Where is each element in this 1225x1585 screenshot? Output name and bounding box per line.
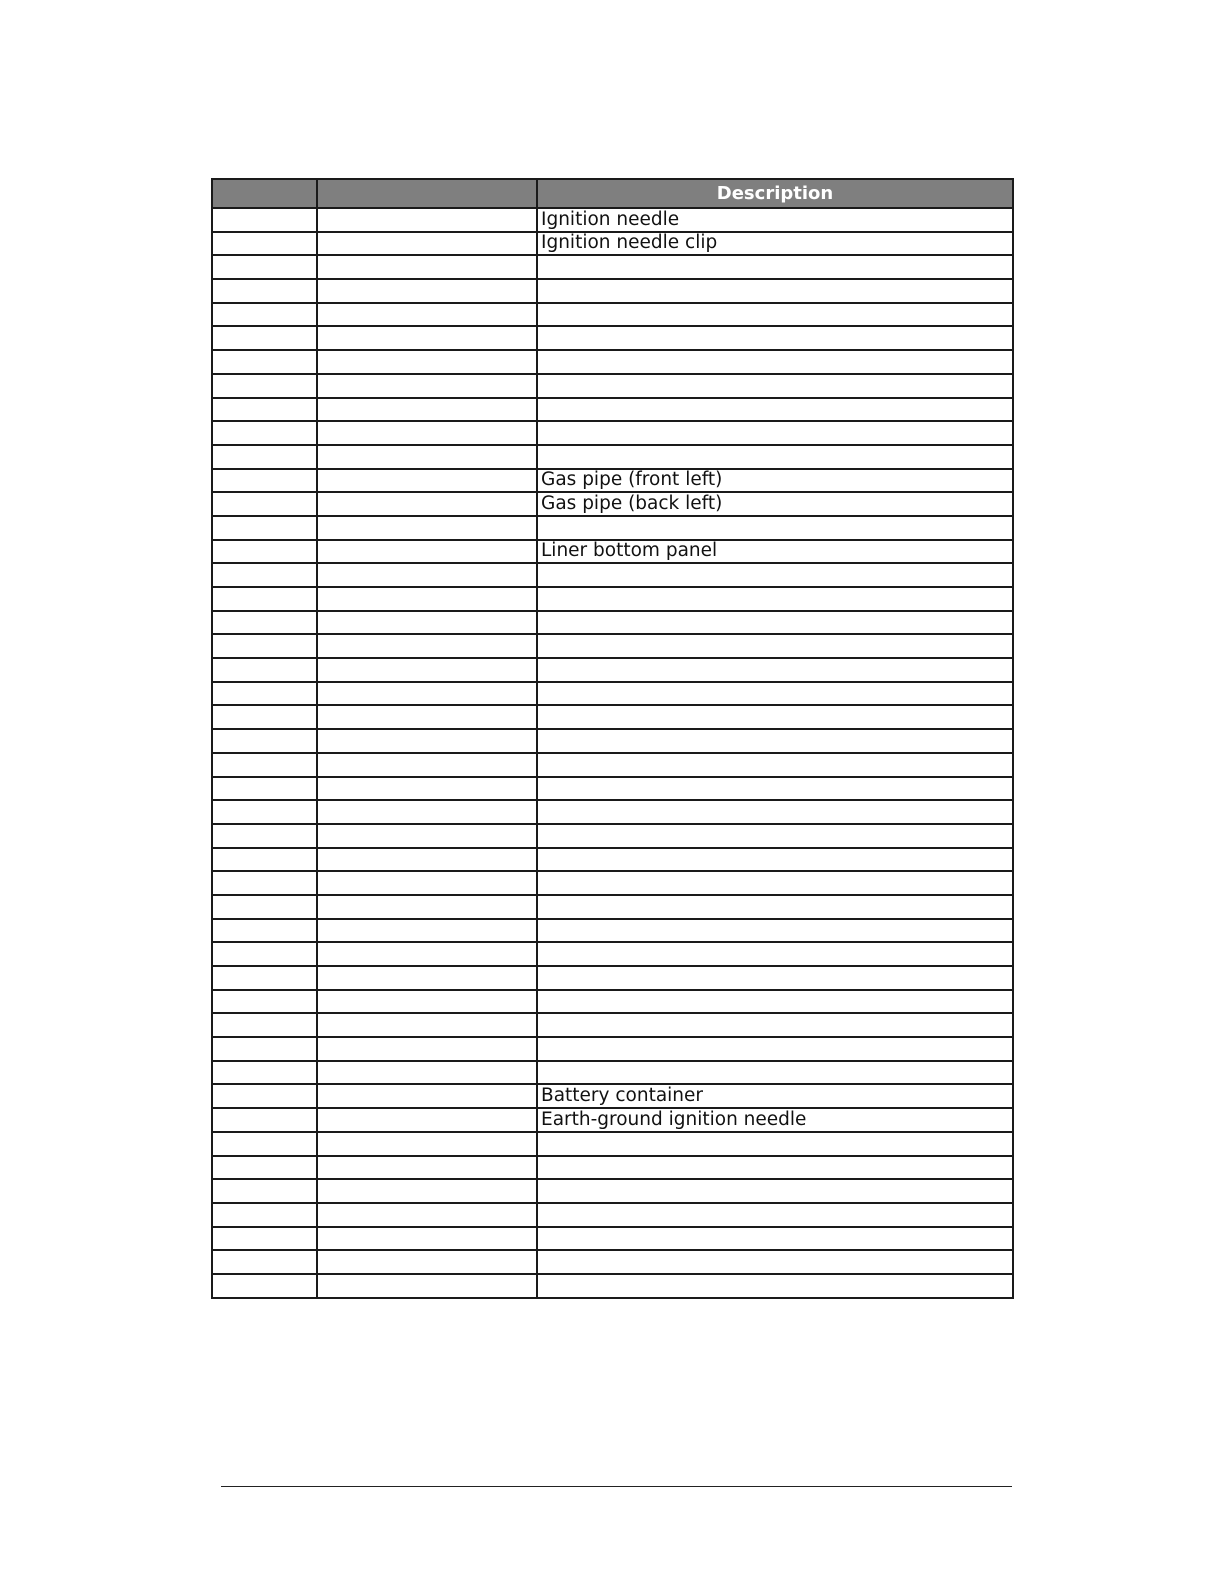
table-cell (212, 208, 317, 232)
table-cell (212, 1156, 317, 1180)
description-cell (537, 919, 1013, 943)
table-row (212, 1061, 1013, 1085)
table-cell (317, 1061, 537, 1085)
table-cell (212, 1013, 317, 1037)
table-cell (317, 966, 537, 990)
table-row (212, 208, 1013, 232)
table-row (212, 824, 1013, 848)
table-row (212, 1250, 1013, 1274)
table-row (212, 469, 1013, 493)
table-row (212, 800, 1013, 824)
description-cell (537, 800, 1013, 824)
description-cell (537, 611, 1013, 635)
description-cell (537, 587, 1013, 611)
table-cell (317, 1132, 537, 1156)
table-cell (212, 350, 317, 374)
table-cell (212, 421, 317, 445)
table-row (212, 587, 1013, 611)
description-cell (537, 990, 1013, 1014)
table-row (212, 1013, 1013, 1037)
description-cell (537, 1250, 1013, 1274)
description-cell (537, 421, 1013, 445)
parts-table (211, 178, 1014, 1299)
table-cell (317, 350, 537, 374)
table-cell (212, 990, 317, 1014)
table-cell (317, 1250, 537, 1274)
table-cell (212, 1203, 317, 1227)
table-row (212, 895, 1013, 919)
table-cell (317, 634, 537, 658)
description-cell (537, 1037, 1013, 1061)
description-cell (537, 682, 1013, 706)
description-cell (537, 634, 1013, 658)
description-cell: Ignition needle clip (537, 232, 1013, 256)
description-cell: Gas pipe (front left) (537, 469, 1013, 493)
table-row (212, 398, 1013, 422)
table-row (212, 255, 1013, 279)
table-cell (317, 919, 537, 943)
table-cell (212, 682, 317, 706)
table-cell (212, 445, 317, 469)
table-cell (212, 1084, 317, 1108)
description-cell (537, 1013, 1013, 1037)
table-cell (212, 255, 317, 279)
description-cell (537, 1203, 1013, 1227)
table-cell (317, 1274, 537, 1298)
table-cell (212, 634, 317, 658)
table-body (212, 208, 1013, 1298)
table-row (212, 1274, 1013, 1298)
table-cell (212, 563, 317, 587)
table-cell (212, 232, 317, 256)
description-cell: Battery container (537, 1084, 1013, 1108)
description-cell (537, 1156, 1013, 1180)
table-cell (212, 800, 317, 824)
description-cell: Liner bottom panel (537, 540, 1013, 564)
table-cell (317, 1203, 537, 1227)
column-header (212, 179, 317, 208)
description-cell (537, 753, 1013, 777)
table-row (212, 516, 1013, 540)
table-row (212, 1108, 1013, 1132)
description-cell (537, 1061, 1013, 1085)
table-cell (212, 848, 317, 872)
table-cell (317, 469, 537, 493)
description-cell: Gas pipe (back left) (537, 492, 1013, 516)
table-cell (212, 398, 317, 422)
table-cell (212, 1274, 317, 1298)
table-cell (212, 516, 317, 540)
table-cell (212, 374, 317, 398)
description-cell (537, 1227, 1013, 1251)
table-cell (317, 848, 537, 872)
description-cell (537, 824, 1013, 848)
description-cell (537, 563, 1013, 587)
table-cell (212, 492, 317, 516)
table-row (212, 990, 1013, 1014)
table-cell (317, 1179, 537, 1203)
table-cell (317, 1156, 537, 1180)
table-cell (212, 753, 317, 777)
table-cell (212, 1250, 317, 1274)
table-row (212, 303, 1013, 327)
table-cell (212, 729, 317, 753)
table-cell (212, 469, 317, 493)
table-row (212, 279, 1013, 303)
table-cell (317, 232, 537, 256)
table-row (212, 682, 1013, 706)
table-cell (317, 374, 537, 398)
table-cell (317, 326, 537, 350)
table-row (212, 634, 1013, 658)
table-row (212, 350, 1013, 374)
table-cell (317, 658, 537, 682)
column-header (317, 179, 537, 208)
table-row (212, 1227, 1013, 1251)
table-cell (212, 919, 317, 943)
description-cell (537, 1274, 1013, 1298)
table-cell (317, 753, 537, 777)
table-cell (317, 1037, 537, 1061)
table-cell (212, 1132, 317, 1156)
table-row (212, 966, 1013, 990)
table-cell (212, 966, 317, 990)
table-header-row (212, 179, 1013, 208)
description-cell (537, 303, 1013, 327)
table-cell (212, 1179, 317, 1203)
table-cell (212, 303, 317, 327)
description-cell (537, 1179, 1013, 1203)
table-row (212, 871, 1013, 895)
table-row (212, 1179, 1013, 1203)
table-row (212, 919, 1013, 943)
table-row (212, 848, 1013, 872)
table-row (212, 1132, 1013, 1156)
table-cell (317, 895, 537, 919)
description-cell (537, 966, 1013, 990)
table-cell (317, 445, 537, 469)
table-row (212, 232, 1013, 256)
table-cell (212, 326, 317, 350)
table-cell (212, 658, 317, 682)
table-cell (317, 279, 537, 303)
table-cell (212, 1227, 317, 1251)
description-cell (537, 279, 1013, 303)
table-cell (212, 777, 317, 801)
table-row (212, 753, 1013, 777)
table-row (212, 777, 1013, 801)
description-cell (537, 848, 1013, 872)
description-cell (537, 350, 1013, 374)
table-row (212, 1203, 1013, 1227)
table-cell (212, 942, 317, 966)
table-row (212, 942, 1013, 966)
table-cell (317, 990, 537, 1014)
description-cell (537, 942, 1013, 966)
table-cell (212, 895, 317, 919)
table-cell (317, 871, 537, 895)
table-cell (317, 682, 537, 706)
description-cell (537, 1132, 1013, 1156)
description-cell (537, 777, 1013, 801)
table-cell (212, 705, 317, 729)
table-cell (317, 1084, 537, 1108)
table-cell (317, 398, 537, 422)
description-cell (537, 445, 1013, 469)
table-row (212, 658, 1013, 682)
table-cell (317, 255, 537, 279)
table-cell (317, 705, 537, 729)
table-cell (317, 516, 537, 540)
table-cell (317, 942, 537, 966)
table-cell (317, 1108, 537, 1132)
description-cell (537, 658, 1013, 682)
table-cell (317, 587, 537, 611)
table-cell (317, 1013, 537, 1037)
table-cell (317, 777, 537, 801)
description-cell (537, 326, 1013, 350)
footer-divider (221, 1486, 1012, 1487)
table-row (212, 729, 1013, 753)
description-cell (537, 705, 1013, 729)
table-row (212, 540, 1013, 564)
table-cell (317, 421, 537, 445)
table-cell (317, 729, 537, 753)
table-row (212, 445, 1013, 469)
table-cell (212, 1061, 317, 1085)
table-cell (317, 800, 537, 824)
table-cell (317, 492, 537, 516)
table-cell (317, 824, 537, 848)
table-row (212, 326, 1013, 350)
table-row (212, 421, 1013, 445)
table-row (212, 1156, 1013, 1180)
table-row (212, 1084, 1013, 1108)
table-cell (212, 611, 317, 635)
description-cell: Earth-ground ignition needle (537, 1108, 1013, 1132)
description-cell (537, 374, 1013, 398)
table-cell (212, 824, 317, 848)
description-cell (537, 398, 1013, 422)
description-cell (537, 895, 1013, 919)
table-row (212, 1037, 1013, 1061)
table-cell (212, 540, 317, 564)
table-cell (212, 279, 317, 303)
table-cell (317, 208, 537, 232)
description-cell (537, 255, 1013, 279)
table-cell (317, 611, 537, 635)
table-row (212, 492, 1013, 516)
table-cell (212, 587, 317, 611)
description-cell (537, 516, 1013, 540)
table-row (212, 563, 1013, 587)
table-cell (317, 563, 537, 587)
table-cell (317, 1227, 537, 1251)
table-cell (212, 1108, 317, 1132)
table-row (212, 374, 1013, 398)
table-row (212, 611, 1013, 635)
description-cell (537, 871, 1013, 895)
column-header-description: Description (537, 179, 1013, 208)
table-cell (212, 871, 317, 895)
table-cell (317, 540, 537, 564)
table-row (212, 705, 1013, 729)
description-cell (537, 729, 1013, 753)
table-cell (317, 303, 537, 327)
description-cell: Ignition needle (537, 208, 1013, 232)
table-cell (212, 1037, 317, 1061)
